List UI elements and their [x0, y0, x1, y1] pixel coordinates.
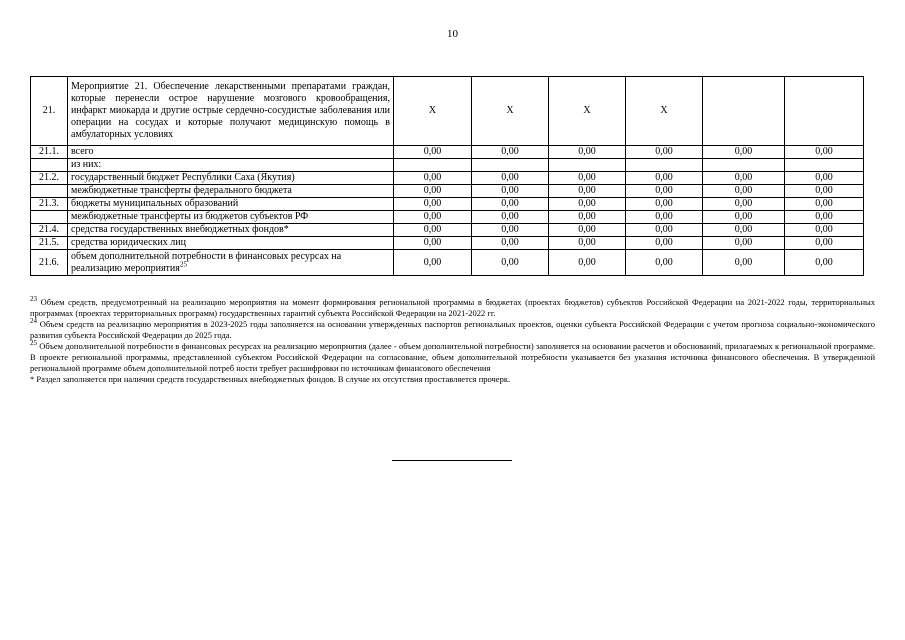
activity-cell: X [394, 77, 472, 146]
value-cell: 0,00 [394, 172, 472, 185]
value-cell: 0,00 [626, 172, 703, 185]
table-row [31, 185, 864, 198]
activity-cell [785, 77, 864, 146]
value-cell: 0,00 [785, 146, 864, 159]
value-cell: 0,00 [394, 185, 472, 198]
row-label: средства юридических лиц [68, 237, 394, 250]
activity-cell: X [472, 77, 549, 146]
value-cell: 0,00 [626, 237, 703, 250]
footnote-mark: 23 [30, 295, 37, 304]
value-cell: 0,00 [626, 198, 703, 211]
footnote-text: Объем дополнительной потребности в финансовых ресурсах на реализацию мероприятия (далее - объем дополнительной потребности) заполняется на основании расчетов и обоснований, прилагаемых к региональной программе. В проекте региональной программы, представленной субъектом Российской Федерации на согласование, объем дополнительной потребности указывается без указания источника финансового обеспечения. В утвержденной региональной программе объем дополнительной потреб ности требует расшифровки по источникам финансового обеспечения [30, 341, 875, 373]
footnote-23 [30, 297, 875, 319]
value-cell: 0,00 [703, 198, 785, 211]
value-cell: 0,00 [703, 211, 785, 224]
value-cell: 0,00 [785, 211, 864, 224]
value-cell: 0,00 [626, 185, 703, 198]
row-number [31, 185, 68, 198]
value-cell: 0,00 [703, 185, 785, 198]
value-cell: 0,00 [703, 146, 785, 159]
table-row [31, 172, 864, 185]
table-row-additional-need [31, 250, 864, 276]
value-cell: 0,00 [549, 237, 626, 250]
value-cell: 0,00 [703, 172, 785, 185]
value-cell: 0,00 [785, 237, 864, 250]
activity-description: Мероприятие 21. Обеспечение лекарственными препаратами граждан, которые перенесли острое нарушение мозгового кровообращения, инфаркт миокарда и другие острые сердечно-сосудистые заболевания или операции на сосудах и которые получают медицинскую помощь в амбулаторных условиях [68, 77, 394, 146]
value-cell: 0,00 [394, 146, 472, 159]
signature-line [392, 460, 512, 461]
value-cell: 0,00 [549, 185, 626, 198]
value-cell [626, 159, 703, 172]
row-label: межбюджетные трансферты федерального бюджета [68, 185, 394, 198]
value-cell: 0,00 [472, 185, 549, 198]
budget-table [30, 76, 864, 276]
value-cell: 0,00 [626, 250, 703, 276]
value-cell: 0,00 [785, 224, 864, 237]
row-number: 21.1. [31, 146, 68, 159]
row-label-text: объем дополнительной потребности в финансовых ресурсах на реализацию мероприятия [71, 250, 342, 274]
value-cell: 0,00 [394, 211, 472, 224]
value-cell [394, 159, 472, 172]
footnote-24 [30, 319, 875, 341]
value-cell [703, 159, 785, 172]
value-cell: 0,00 [549, 146, 626, 159]
row-label: из них: [68, 159, 394, 172]
value-cell: 0,00 [472, 224, 549, 237]
footnote-25 [30, 341, 875, 374]
value-cell: 0,00 [785, 172, 864, 185]
footnotes [30, 297, 875, 385]
footnote-star: * Раздел заполняется при наличии средств государственных внебюджетных фондов. В случае их отсутствия проставляется прочерк. [30, 374, 511, 384]
value-cell: 0,00 [703, 250, 785, 276]
activity-cell [703, 77, 785, 146]
value-cell: 0,00 [472, 172, 549, 185]
table-row [31, 146, 864, 159]
value-cell: 0,00 [472, 146, 549, 159]
table-row [31, 211, 864, 224]
page-number: 10 [447, 28, 458, 40]
row-label: средства государственных внебюджетных фондов* [68, 224, 394, 237]
value-cell [785, 159, 864, 172]
value-cell: 0,00 [549, 224, 626, 237]
row-number: 21.3. [31, 198, 68, 211]
value-cell: 0,00 [785, 250, 864, 276]
value-cell: 0,00 [472, 237, 549, 250]
footnote-text: Объем средств на реализацию мероприятия в 2023-2025 годы заполняется на основании утвержденных паспортов региональных проектов, оценки субъекта Российской Федерации с учетом прогноза социально-экономического развития субъекта Российской Федерации до 2025 года. [30, 319, 875, 340]
activity-cell: X [626, 77, 703, 146]
value-cell: 0,00 [785, 198, 864, 211]
activity-cell: X [549, 77, 626, 146]
value-cell: 0,00 [549, 198, 626, 211]
value-cell: 0,00 [626, 224, 703, 237]
footnote-mark: 24 [30, 317, 37, 326]
value-cell: 0,00 [472, 198, 549, 211]
value-cell: 0,00 [394, 198, 472, 211]
value-cell: 0,00 [703, 224, 785, 237]
row-label: всего [68, 146, 394, 159]
value-cell: 0,00 [394, 250, 472, 276]
value-cell: 0,00 [394, 237, 472, 250]
value-cell: 0,00 [472, 250, 549, 276]
row-label: государственный бюджет Республики Саха (Якутия) [68, 172, 394, 185]
row-number: 21. [31, 77, 68, 146]
table-row-activity [31, 77, 864, 146]
value-cell: 0,00 [703, 237, 785, 250]
footnote-ref: 25 [179, 260, 187, 269]
table-body [31, 77, 864, 276]
value-cell: 0,00 [626, 211, 703, 224]
value-cell: 0,00 [626, 146, 703, 159]
table-row [31, 198, 864, 211]
row-label [68, 250, 394, 276]
value-cell: 0,00 [472, 211, 549, 224]
value-cell: 0,00 [394, 224, 472, 237]
value-cell: 0,00 [549, 211, 626, 224]
footnote-mark: 25 [30, 339, 37, 348]
value-cell: 0,00 [549, 250, 626, 276]
table-row [31, 159, 864, 172]
value-cell [472, 159, 549, 172]
value-cell [549, 159, 626, 172]
value-cell: 0,00 [549, 172, 626, 185]
value-cell: 0,00 [785, 185, 864, 198]
table-row [31, 224, 864, 237]
row-number: 21.2. [31, 172, 68, 185]
table-row [31, 237, 864, 250]
row-label: бюджеты муниципальных образований [68, 198, 394, 211]
row-label: межбюджетные трансферты из бюджетов субъектов РФ [68, 211, 394, 224]
row-number: 21.5. [31, 237, 68, 250]
footnote-text: Объем средств, предусмотренный на реализацию мероприятия на момент формирования региональной программы в бюджетах (проектах бюджетов) субъектов Российской Федерации на 2021-2022 годы, территориальных программах (проектах территориальных программ) государственных гарантий субъекта Российской Федерации на 2021-2022 гг. [30, 297, 875, 318]
row-number [31, 159, 68, 172]
row-number: 21.4. [31, 224, 68, 237]
row-number: 21.6. [31, 250, 68, 276]
row-number [31, 211, 68, 224]
